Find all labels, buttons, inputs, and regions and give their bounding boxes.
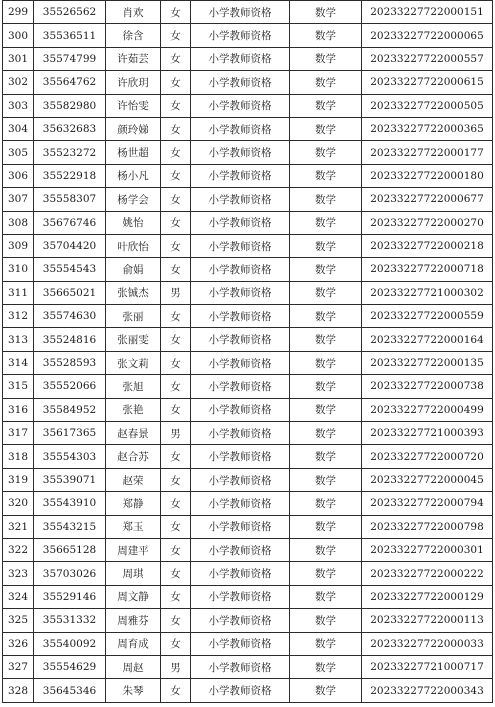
table-row (3, 47, 493, 70)
row-index-cell: 300 (3, 24, 34, 47)
subject-cell: 数学 (290, 47, 362, 70)
row-index-cell: 299 (3, 1, 34, 24)
name-cell: 姚怡 (106, 211, 161, 234)
subject-cell: 数学 (290, 585, 362, 608)
qualification-type-cell: 小学教师资格 (191, 679, 290, 702)
table-row (3, 562, 493, 585)
certificate-number-cell: 20233227722000794 (362, 492, 493, 515)
name-cell: 周雅芬 (106, 609, 161, 632)
row-index-cell: 301 (3, 47, 34, 70)
qualification-type-cell: 小学教师资格 (191, 164, 290, 187)
qualification-type-cell: 小学教师资格 (191, 398, 290, 421)
qualification-type-cell: 小学教师资格 (191, 258, 290, 281)
table-row (3, 188, 493, 211)
name-cell: 许茹芸 (106, 47, 161, 70)
exam-number-cell: 35704420 (34, 234, 106, 257)
table-row (3, 94, 493, 117)
certificate-number-cell: 20233227722000065 (362, 24, 493, 47)
exam-number-cell: 35528593 (34, 351, 106, 374)
row-index-cell: 306 (3, 164, 34, 187)
gender-cell: 女 (161, 468, 191, 491)
qualification-type-cell: 小学教师资格 (191, 24, 290, 47)
row-index-cell: 327 (3, 655, 34, 678)
exam-number-cell: 35632683 (34, 117, 106, 140)
name-cell: 张艳 (106, 398, 161, 421)
gender-cell: 女 (161, 141, 191, 164)
name-cell: 周建平 (106, 538, 161, 561)
name-cell: 俞娟 (106, 258, 161, 281)
subject-cell: 数学 (290, 164, 362, 187)
name-cell: 许怡雯 (106, 94, 161, 117)
gender-cell: 女 (161, 47, 191, 70)
name-cell: 赵合苏 (106, 445, 161, 468)
subject-cell: 数学 (290, 117, 362, 140)
qualification-type-cell: 小学教师资格 (191, 71, 290, 94)
exam-number-cell: 35582980 (34, 94, 106, 117)
table-row (3, 679, 493, 702)
exam-number-cell: 35703026 (34, 562, 106, 585)
exam-number-cell: 35676746 (34, 211, 106, 234)
subject-cell: 数学 (290, 71, 362, 94)
qualification-type-cell: 小学教师资格 (191, 445, 290, 468)
table-row (3, 305, 493, 328)
certificate-number-cell: 20233227722000677 (362, 188, 493, 211)
exam-number-cell: 35564762 (34, 71, 106, 94)
exam-number-cell: 35584952 (34, 398, 106, 421)
table-row (3, 281, 493, 304)
subject-cell: 数学 (290, 281, 362, 304)
subject-cell: 数学 (290, 538, 362, 561)
name-cell: 杨学会 (106, 188, 161, 211)
subject-cell: 数学 (290, 328, 362, 351)
exam-number-cell: 35529146 (34, 585, 106, 608)
name-cell: 张文莉 (106, 351, 161, 374)
table-row (3, 655, 493, 678)
row-index-cell: 313 (3, 328, 34, 351)
exam-number-cell: 35665021 (34, 281, 106, 304)
certificate-number-cell: 20233227722000557 (362, 47, 493, 70)
gender-cell: 女 (161, 585, 191, 608)
subject-cell: 数学 (290, 422, 362, 445)
subject-cell: 数学 (290, 398, 362, 421)
certificate-number-cell: 20233227721000393 (362, 422, 493, 445)
row-index-cell: 317 (3, 422, 34, 445)
gender-cell: 女 (161, 234, 191, 257)
name-cell: 张丽雯 (106, 328, 161, 351)
table-row (3, 71, 493, 94)
gender-cell: 女 (161, 538, 191, 561)
gender-cell: 女 (161, 515, 191, 538)
certificate-number-cell: 20233227722000343 (362, 679, 493, 702)
row-index-cell: 303 (3, 94, 34, 117)
gender-cell: 女 (161, 679, 191, 702)
row-index-cell: 307 (3, 188, 34, 211)
exam-number-cell: 35554629 (34, 655, 106, 678)
row-index-cell: 314 (3, 351, 34, 374)
name-cell: 张铖杰 (106, 281, 161, 304)
exam-number-cell: 35526562 (34, 1, 106, 24)
exam-number-cell: 35574630 (34, 305, 106, 328)
subject-cell: 数学 (290, 515, 362, 538)
exam-number-cell: 35523272 (34, 141, 106, 164)
row-index-cell: 320 (3, 492, 34, 515)
certificate-number-cell: 20233227722000222 (362, 562, 493, 585)
gender-cell: 女 (161, 492, 191, 515)
table-row (3, 375, 493, 398)
subject-cell: 数学 (290, 679, 362, 702)
name-cell: 赵荣 (106, 468, 161, 491)
exam-number-cell: 35536511 (34, 24, 106, 47)
qualification-type-cell: 小学教师资格 (191, 94, 290, 117)
exam-number-cell: 35540092 (34, 632, 106, 655)
name-cell: 周赵 (106, 655, 161, 678)
qualification-type-cell: 小学教师资格 (191, 351, 290, 374)
table-row (3, 164, 493, 187)
table-row (3, 609, 493, 632)
gender-cell: 女 (161, 164, 191, 187)
table-row (3, 422, 493, 445)
table-row (3, 328, 493, 351)
name-cell: 颜玲娣 (106, 117, 161, 140)
qualification-type-cell: 小学教师资格 (191, 188, 290, 211)
gender-cell: 女 (161, 1, 191, 24)
qualification-type-cell: 小学教师资格 (191, 492, 290, 515)
subject-cell: 数学 (290, 24, 362, 47)
gender-cell: 女 (161, 351, 191, 374)
row-index-cell: 326 (3, 632, 34, 655)
gender-cell: 女 (161, 632, 191, 655)
exam-number-cell: 35645346 (34, 679, 106, 702)
certificate-number-cell: 20233227722000033 (362, 632, 493, 655)
subject-cell: 数学 (290, 211, 362, 234)
gender-cell: 男 (161, 281, 191, 304)
table-row (3, 211, 493, 234)
subject-cell: 数学 (290, 445, 362, 468)
name-cell: 周琪 (106, 562, 161, 585)
qualification-type-cell: 小学教师资格 (191, 328, 290, 351)
gender-cell: 女 (161, 258, 191, 281)
certificate-number-cell: 20233227722000720 (362, 445, 493, 468)
exam-number-cell: 35522918 (34, 164, 106, 187)
name-cell: 叶欣怡 (106, 234, 161, 257)
table-row (3, 538, 493, 561)
certificate-number-cell: 20233227722000164 (362, 328, 493, 351)
subject-cell: 数学 (290, 188, 362, 211)
row-index-cell: 311 (3, 281, 34, 304)
gender-cell: 女 (161, 609, 191, 632)
name-cell: 杨世超 (106, 141, 161, 164)
certificate-number-cell: 20233227722000505 (362, 94, 493, 117)
gender-cell: 女 (161, 24, 191, 47)
row-index-cell: 302 (3, 71, 34, 94)
row-index-cell: 318 (3, 445, 34, 468)
qualification-type-cell: 小学教师资格 (191, 1, 290, 24)
table-row (3, 1, 493, 24)
subject-cell: 数学 (290, 562, 362, 585)
gender-cell: 女 (161, 445, 191, 468)
exam-number-cell: 35524816 (34, 328, 106, 351)
row-index-cell: 304 (3, 117, 34, 140)
exam-number-cell: 35539071 (34, 468, 106, 491)
table-row (3, 585, 493, 608)
exam-number-cell: 35617365 (34, 422, 106, 445)
row-index-cell: 324 (3, 585, 34, 608)
certificate-number-cell: 20233227722000218 (362, 234, 493, 257)
name-cell: 周育成 (106, 632, 161, 655)
table-row (3, 24, 493, 47)
table-row (3, 468, 493, 491)
name-cell: 赵春景 (106, 422, 161, 445)
certificate-number-cell: 20233227722000113 (362, 609, 493, 632)
table-row (3, 398, 493, 421)
subject-cell: 数学 (290, 375, 362, 398)
name-cell: 周文静 (106, 585, 161, 608)
table-row (3, 445, 493, 468)
subject-cell: 数学 (290, 655, 362, 678)
gender-cell: 女 (161, 117, 191, 140)
subject-cell: 数学 (290, 351, 362, 374)
row-index-cell: 309 (3, 234, 34, 257)
gender-cell: 女 (161, 375, 191, 398)
name-cell: 郑静 (106, 492, 161, 515)
table-body (3, 1, 493, 703)
gender-cell: 女 (161, 305, 191, 328)
certificate-number-cell: 20233227722000499 (362, 398, 493, 421)
certificate-number-cell: 20233227722000559 (362, 305, 493, 328)
certificate-number-cell: 20233227722000135 (362, 351, 493, 374)
exam-number-cell: 35574799 (34, 47, 106, 70)
subject-cell: 数学 (290, 258, 362, 281)
table-row (3, 632, 493, 655)
subject-cell: 数学 (290, 609, 362, 632)
qualification-type-cell: 小学教师资格 (191, 585, 290, 608)
qualification-type-cell: 小学教师资格 (191, 562, 290, 585)
row-index-cell: 310 (3, 258, 34, 281)
qualification-type-cell: 小学教师资格 (191, 117, 290, 140)
row-index-cell: 322 (3, 538, 34, 561)
name-cell: 徐含 (106, 24, 161, 47)
qualification-type-cell: 小学教师资格 (191, 609, 290, 632)
exam-number-cell: 35665128 (34, 538, 106, 561)
certificate-number-cell: 20233227722000798 (362, 515, 493, 538)
gender-cell: 女 (161, 188, 191, 211)
gender-cell: 男 (161, 655, 191, 678)
exam-number-cell: 35554303 (34, 445, 106, 468)
subject-cell: 数学 (290, 492, 362, 515)
certificate-number-cell: 20233227722000718 (362, 258, 493, 281)
qualification-type-cell: 小学教师资格 (191, 375, 290, 398)
qualification-type-cell: 小学教师资格 (191, 422, 290, 445)
row-index-cell: 316 (3, 398, 34, 421)
certificate-number-cell: 20233227722000301 (362, 538, 493, 561)
subject-cell: 数学 (290, 141, 362, 164)
name-cell: 许欣玥 (106, 71, 161, 94)
exam-number-cell: 35543910 (34, 492, 106, 515)
name-cell: 朱琴 (106, 679, 161, 702)
row-index-cell: 325 (3, 609, 34, 632)
certificate-number-cell: 20233227722000738 (362, 375, 493, 398)
row-index-cell: 328 (3, 679, 34, 702)
name-cell: 郑玉 (106, 515, 161, 538)
certificate-number-cell: 20233227721000302 (362, 281, 493, 304)
gender-cell: 女 (161, 328, 191, 351)
certificate-number-cell: 20233227722000129 (362, 585, 493, 608)
row-index-cell: 319 (3, 468, 34, 491)
qualification-type-cell: 小学教师资格 (191, 281, 290, 304)
qualification-type-cell: 小学教师资格 (191, 234, 290, 257)
certificate-number-cell: 20233227722000151 (362, 1, 493, 24)
name-cell: 张旭 (106, 375, 161, 398)
name-cell: 杨小凡 (106, 164, 161, 187)
qualification-type-cell: 小学教师资格 (191, 468, 290, 491)
table-row (3, 234, 493, 257)
gender-cell: 男 (161, 422, 191, 445)
exam-number-cell: 35558307 (34, 188, 106, 211)
row-index-cell: 308 (3, 211, 34, 234)
row-index-cell: 305 (3, 141, 34, 164)
row-index-cell: 321 (3, 515, 34, 538)
subject-cell: 数学 (290, 632, 362, 655)
qualification-type-cell: 小学教师资格 (191, 211, 290, 234)
certificate-number-cell: 20233227722000177 (362, 141, 493, 164)
subject-cell: 数学 (290, 94, 362, 117)
exam-number-cell: 35531332 (34, 609, 106, 632)
certificate-number-cell: 20233227722000045 (362, 468, 493, 491)
table-row (3, 141, 493, 164)
certificate-number-cell: 20233227722000270 (362, 211, 493, 234)
qualification-type-cell: 小学教师资格 (191, 655, 290, 678)
gender-cell: 女 (161, 398, 191, 421)
gender-cell: 女 (161, 211, 191, 234)
qualification-type-cell: 小学教师资格 (191, 632, 290, 655)
table-row (3, 117, 493, 140)
row-index-cell: 312 (3, 305, 34, 328)
certificate-number-cell: 20233227722000615 (362, 71, 493, 94)
qualification-type-cell: 小学教师资格 (191, 141, 290, 164)
table-row (3, 515, 493, 538)
subject-cell: 数学 (290, 1, 362, 24)
exam-number-cell: 35552066 (34, 375, 106, 398)
subject-cell: 数学 (290, 305, 362, 328)
roster-page (2, 0, 492, 703)
certificate-number-cell: 20233227722000365 (362, 117, 493, 140)
qualification-type-cell: 小学教师资格 (191, 515, 290, 538)
table-row (3, 258, 493, 281)
qualification-type-cell: 小学教师资格 (191, 47, 290, 70)
subject-cell: 数学 (290, 468, 362, 491)
table-row (3, 351, 493, 374)
certificate-number-cell: 20233227722000180 (362, 164, 493, 187)
certificate-roster-table (2, 0, 493, 703)
qualification-type-cell: 小学教师资格 (191, 305, 290, 328)
row-index-cell: 315 (3, 375, 34, 398)
gender-cell: 女 (161, 562, 191, 585)
row-index-cell: 323 (3, 562, 34, 585)
name-cell: 肖欢 (106, 1, 161, 24)
table-row (3, 492, 493, 515)
gender-cell: 女 (161, 94, 191, 117)
certificate-number-cell: 20233227721000717 (362, 655, 493, 678)
gender-cell: 女 (161, 71, 191, 94)
exam-number-cell: 35554543 (34, 258, 106, 281)
name-cell: 张丽 (106, 305, 161, 328)
qualification-type-cell: 小学教师资格 (191, 538, 290, 561)
subject-cell: 数学 (290, 234, 362, 257)
exam-number-cell: 35543215 (34, 515, 106, 538)
